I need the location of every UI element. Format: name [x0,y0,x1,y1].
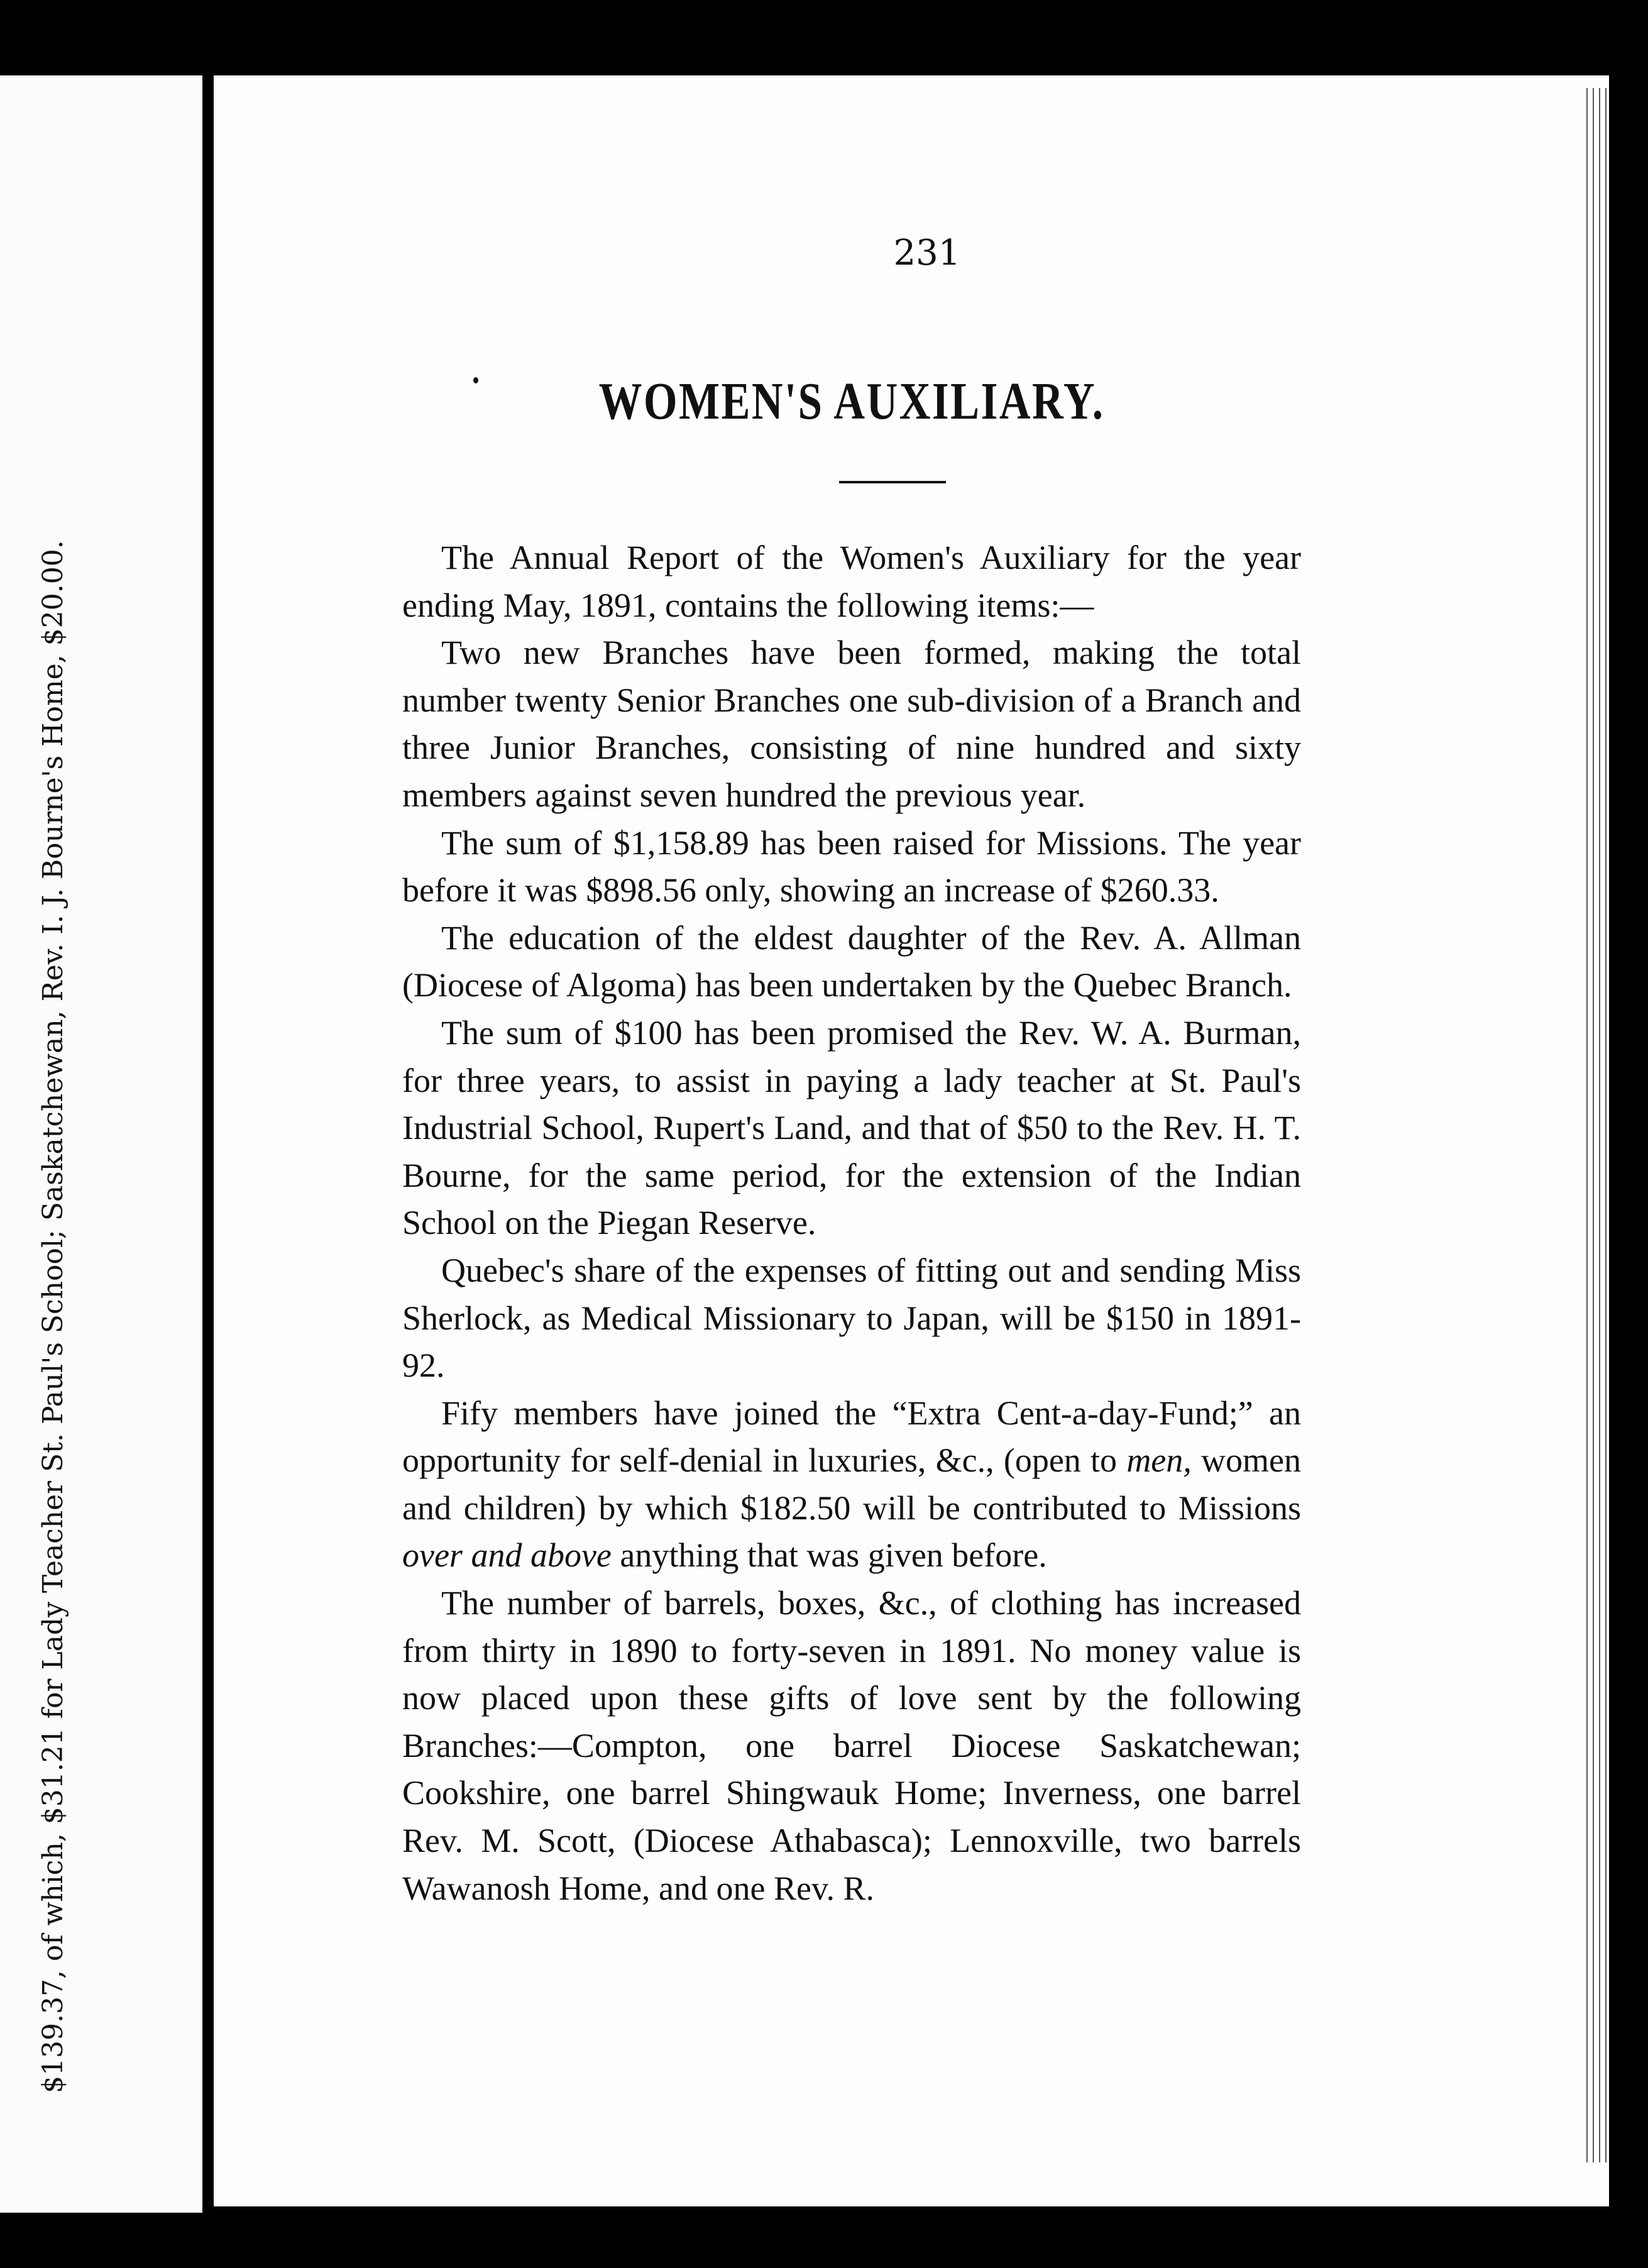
paragraph-cent-a-day [402,1390,1301,1580]
cent-a-day-italic-1: men, [1126,1441,1192,1480]
paragraph-education: The education of the eldest daughter of the Rev. A. Allman (Diocese of Algoma) has been undertaken by the Quebec Branch. [402,918,1301,1005]
page-edge [1584,88,1609,2162]
cent-a-day-text-1: Fify members have joined the “Extra Cent-a-day-Fund;” an opportunity for self-denial in luxuries, &c., (open to [402,1394,1301,1480]
paragraph-branches: Two new Branches have been formed, making the total number twenty Senior Branches one sub-division of a Branch and three Junior Branches, consisting of nine hundred and sixty members against seven hundred the previous year. [402,634,1301,814]
cent-a-day-text-3: anything that was given before. [611,1536,1047,1575]
paragraph-barrels: The number of barrels, boxes, &c., of clothing has increased from thirty in 1890 to forty-seven in 1891. No money value is now placed upon these gifts of love sent by the following Branches:—Compton, one barrel Diocese Saskatchewan; Cookshire, one barrel Shingwauk Home; Inverness, one barrel Rev. M. Scott, (Diocese Athabasca); Lennoxville, two barrels Wawanosh Home, and one Rev. R. [402,1584,1301,1907]
cent-a-day-text-2: women and children) by which $182.50 will be contributed to Missions [402,1441,1302,1527]
page-number: 231 [893,233,961,273]
ink-speck [473,377,478,383]
paragraph-sum-raised: The sum of $1,158.89 has been raised for Missions. The year before it was $898.56 only, showing an increase of $260.33. [402,823,1301,910]
paragraph-intro: The Annual Report of the Women's Auxiliary for the year ending May, 1891, contains the following items:— [402,539,1301,624]
title-rule [839,481,946,483]
paragraph-sherlock: Quebec's share of the expenses of fitting out and sending Miss Sherlock, as Medical Missionary to Japan, will be $150 in 1891-92. [402,1251,1301,1385]
facing-page-strip [0,75,202,2213]
paragraph-burman: The sum of $100 has been promised the Rev. W. A. Burman, for three years, to assist in paying a lady teacher at St. Paul's Industrial School, Rupert's Land, and that of $50 to the Rev. H. T. Bourne, for the same period, for the extension of the Indian School on the Piegan Reserve. [402,1013,1301,1242]
section-title: WOMEN'S AUXILIARY. [598,372,1105,431]
margin-note: $139.37, of which, $31.21 for Lady Teacher St. Paul's School; Saskatchewan, Rev. I. J. Bourne's Home, $20.00. [37,540,69,2093]
main-page [214,75,1609,2206]
book-gutter [202,0,214,2268]
cent-a-day-italic-2: over and above [402,1536,612,1575]
report-body [402,534,1301,1912]
